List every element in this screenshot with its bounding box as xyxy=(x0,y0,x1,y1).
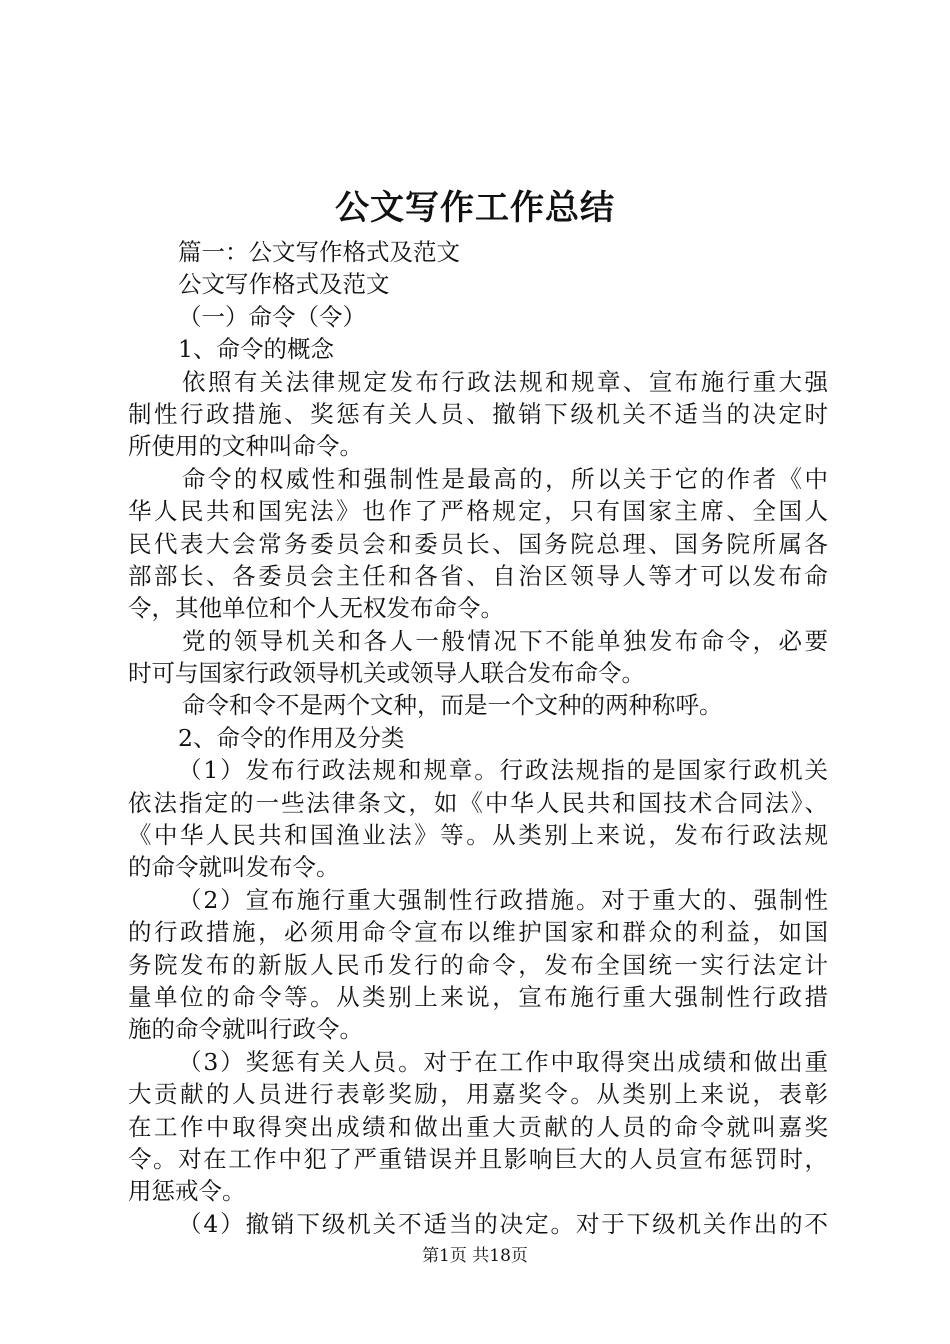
text-line: 制性行政措施、奖惩有关人员、撤销下级机关不适当的决定时 xyxy=(128,399,828,428)
text-line: 民代表大会常务委员会和委员长、国务院总理、国务院所属各 xyxy=(128,529,828,558)
text-line: 公文写作格式及范文 xyxy=(178,270,390,299)
document-body xyxy=(128,236,828,1240)
text-line: 大贡献的人员进行表彰奖励，用嘉奖令。从类别上来说，表彰 xyxy=(128,1080,828,1109)
text-line: 2、命令的作用及分类 xyxy=(178,723,405,752)
text-line: 依法指定的一些法律条文，如《中华人民共和国技术合同法》、 xyxy=(128,788,828,817)
text-line: （一）命令（令） xyxy=(178,302,366,331)
text-line: 命令和令不是两个文种，而是一个文种的两种称呼。 xyxy=(182,691,723,720)
text-line: 的行政措施，必须用命令宣布以维护国家和群众的利益，如国 xyxy=(128,918,828,947)
text-line: 所使用的文种叫命令。 xyxy=(128,432,363,461)
text-line: 《中华人民共和国渔业法》等。从类别上来说，发布行政法规 xyxy=(128,821,828,850)
text-line: 施的命令就叫行政令。 xyxy=(128,1015,363,1044)
text-line: 华人民共和国宪法》也作了严格规定，只有国家主席、全国人 xyxy=(128,497,828,526)
text-line: 命令的权威性和强制性是最高的，所以关于它的作者《中 xyxy=(182,464,828,493)
text-line: 务院发布的新版人民币发行的命令，发布全国统一实行法定计 xyxy=(128,950,828,979)
text-line: 令。对在工作中犯了严重错误并且影响巨大的人员宣布惩罚时， xyxy=(128,1144,828,1173)
text-line: 量单位的命令等。从类别上来说，宣布施行重大强制性行政措 xyxy=(128,982,828,1011)
text-line: （3）奖惩有关人员。对于在工作中取得突出成绩和做出重 xyxy=(178,1047,828,1076)
text-line: 篇一：公文写作格式及范文 xyxy=(178,238,460,266)
document-title: 公文写作工作总结 xyxy=(335,188,615,228)
text-line: （2）宣布施行重大强制性行政措施。对于重大的、强制性 xyxy=(178,885,828,914)
text-line: 1、命令的概念 xyxy=(178,335,334,364)
text-line: 用惩戒令。 xyxy=(128,1177,246,1206)
text-line: 时可与国家行政领导机关或领导人联合发布命令。 xyxy=(128,659,645,688)
text-line: 在工作中取得突出成绩和做出重大贡献的人员的命令就叫嘉奖 xyxy=(128,1112,828,1141)
text-line: 的命令就叫发布令。 xyxy=(128,853,340,882)
text-line: （4）撤销下级机关不适当的决定。对于下级机关作出的不 xyxy=(178,1209,828,1238)
text-line: 令，其他单位和个人无权发布命令。 xyxy=(128,594,504,623)
text-line: 党的领导机关和各人一般情况下不能单独发布命令，必要 xyxy=(182,626,828,655)
text-line: 部部长、各委员会主任和各省、自治区领导人等才可以发布命 xyxy=(128,561,828,590)
text-line: 依照有关法律规定发布行政法规和规章、宣布施行重大强 xyxy=(182,367,828,396)
page-footer: 第1页 共18页 xyxy=(422,1246,528,1266)
text-line: （1）发布行政法规和规章。行政法规指的是国家行政机关 xyxy=(178,756,828,785)
